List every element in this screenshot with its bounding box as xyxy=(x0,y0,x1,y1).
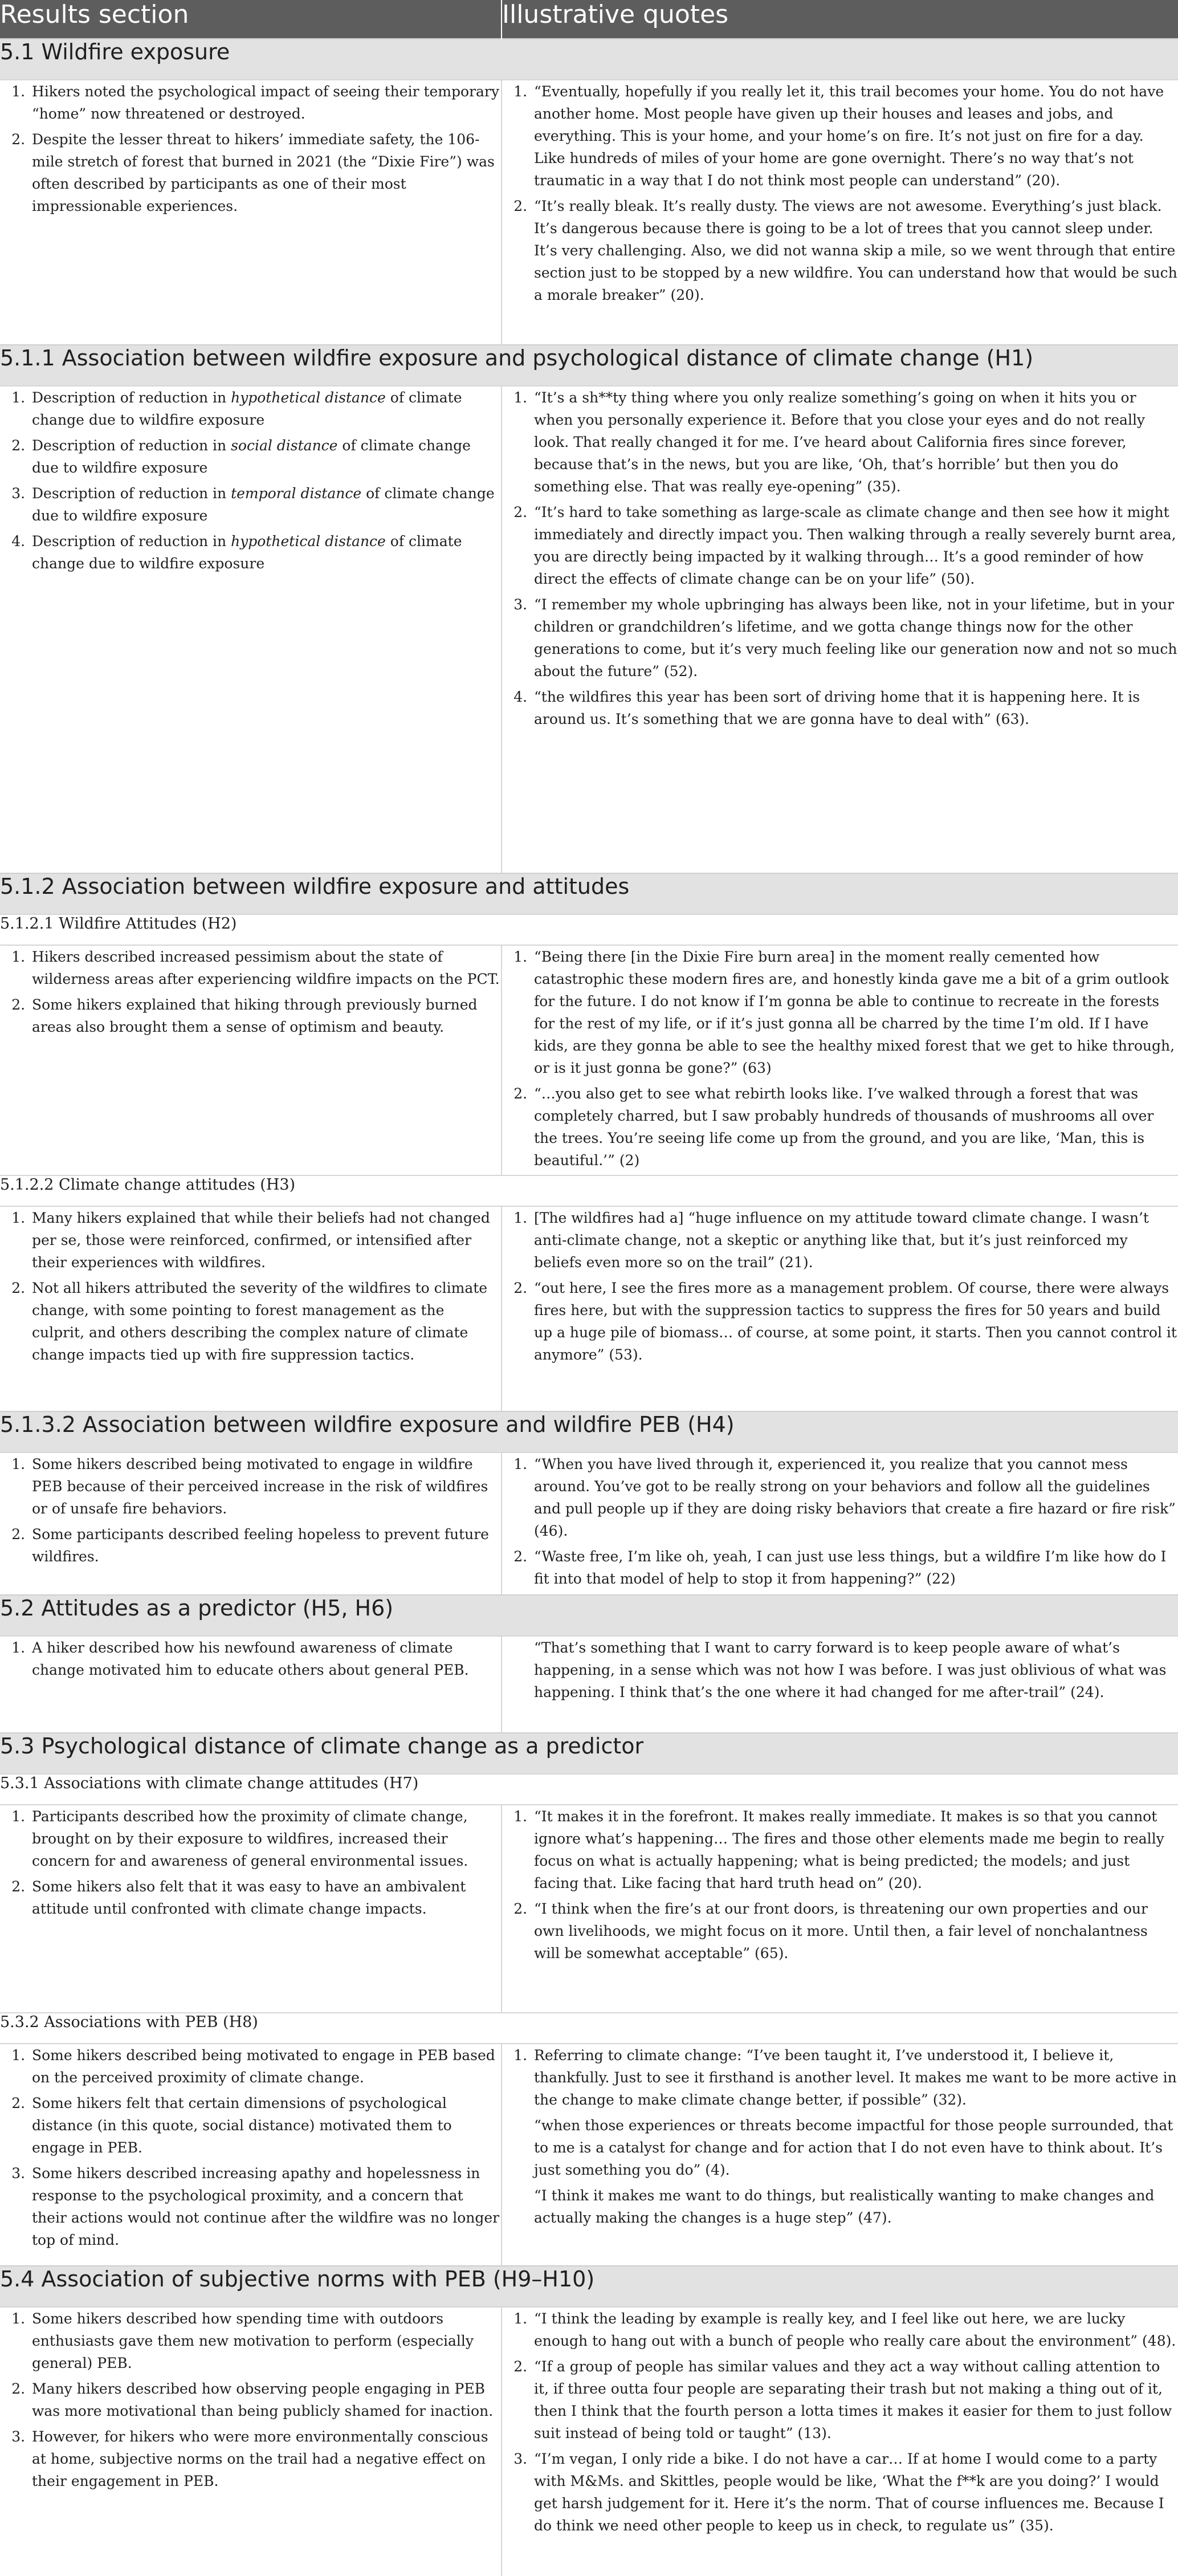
results-list xyxy=(0,1207,501,1366)
results-list xyxy=(0,1637,501,1681)
results-cell xyxy=(0,1206,502,1411)
table-header-row xyxy=(0,0,1178,39)
list-item: 1. Participants described how the proximity of climate change, brought on by their exposure to wildfires, increased their concern for and awareness of general environmental issues. xyxy=(30,1805,501,1872)
quotes-cell xyxy=(502,386,1178,873)
list-item: 2. Some participants described feeling hopeless to prevent future wildfires. xyxy=(30,1523,501,1568)
quote-item: 4. “the wildfires this year has been sort of driving home that it is happening here. It is around us. It’s something that we are gonna have to deal with” (63). xyxy=(532,686,1178,730)
section-row xyxy=(0,345,1178,386)
list-item xyxy=(30,434,501,479)
text-span: of climate change due to wildfire exposure xyxy=(32,533,462,572)
text-span: Description of reduction in xyxy=(32,437,231,454)
quote-item: 2. “If a group of people has similar values and they act a way without calling attention to it, if three outta four people are separating their trash but not making a thing out of it, then I think that the fourth person a lotta times it makes it easier for them to just follow suit instead of being told or taught” (13). xyxy=(532,2355,1178,2444)
subsection-title: 5.3.1 Associations with climate change attitudes (H7) xyxy=(0,1774,1178,1805)
header-results-section: Results section xyxy=(0,0,502,39)
results-cell xyxy=(0,2044,502,2266)
quote-text: “when those experiences or threats become impactful for those people surrounded, that to me is a catalyst for change and for action that I do not even have to think about. It’s just something you do” (4). xyxy=(534,2117,1173,2178)
quote-item: 3. “I remember my whole upbringing has always been like, not in your lifetime, but in your children or grandchildren’s lifetime, and we gotta change things now for the other generations to come, but it’s very much feeling like our generation now and not so much about the future” (52). xyxy=(532,593,1178,682)
quotes-list xyxy=(502,386,1178,730)
list-item: 1. Hikers noted the psychological impact of seeing their temporary “home” now threatened or destroyed. xyxy=(30,80,501,125)
text-span: Description of reduction in xyxy=(32,533,231,550)
section-row xyxy=(0,2266,1178,2307)
section-title: 5.1.2 Association between wildfire exposure and attitudes xyxy=(0,873,1178,914)
table-row xyxy=(0,945,1178,1175)
section-row xyxy=(0,873,1178,914)
quotes-list xyxy=(502,946,1178,1171)
subsection-title: 5.3.2 Associations with PEB (H8) xyxy=(0,2013,1178,2044)
quote-item: 1. “I think the leading by example is really key, and I feel like out here, we are lucky enough to hang out with a bunch of people who really care about the environment” (48). xyxy=(532,2308,1178,2352)
quotes-list xyxy=(502,2044,1178,2111)
subsection-title: 5.1.2.2 Climate change attitudes (H3) xyxy=(0,1175,1178,1206)
quote-item: 1. “It’s a sh**ty thing where you only realize something’s going on when it hits you or when you personally experience it. Before that you close your eyes and do not really look. That really changed it for me. I’ve heard about California fires since forever, because that’s in the news, but you are like, ‘Oh, that’s horrible’ but then you do something else. That was really eye-opening” (35). xyxy=(532,386,1178,498)
section-title: 5.3 Psychological distance of climate change as a predictor xyxy=(0,1733,1178,1774)
section-row xyxy=(0,39,1178,80)
text-span: of climate change due to wildfire exposure xyxy=(32,389,462,428)
list-item xyxy=(30,530,501,575)
section-title: 5.4 Association of subjective norms with PEB (H9–H10) xyxy=(0,2266,1178,2307)
text-span: of climate change due to wildfire exposure xyxy=(32,437,471,476)
text-span: Description of reduction in xyxy=(32,485,231,502)
list-item xyxy=(30,482,501,527)
emphasis: temporal distance xyxy=(231,485,362,502)
table-row xyxy=(0,80,1178,345)
results-cell xyxy=(0,1636,502,1733)
subsection-title: 5.1.2.1 Wildfire Attitudes (H2) xyxy=(0,914,1178,945)
results-cell xyxy=(0,945,502,1175)
emphasis: hypothetical distance xyxy=(231,533,386,550)
quote-item: 2. “I think when the fire’s at our front doors, is threatening our own properties and our own livelihoods, we might focus on it more. Until then, a fair level of nonchalantness will be somewhat acceptable” (65). xyxy=(532,1898,1178,1964)
table-row xyxy=(0,1452,1178,1595)
quote-item: 1. “When you have lived through it, experienced it, you realize that you cannot mess around. You’ve got to be really strong on your behaviors and follow all the guidelines and pull people up if they are doing risky behaviors that create a fire hazard or fire risk” (46). xyxy=(532,1453,1178,1542)
table-row xyxy=(0,1805,1178,2013)
quote-item: 2. “It’s really bleak. It’s really dusty. The views are not awesome. Everything’s just black. It’s dangerous because there is going to be a lot of trees that you cannot sleep under. It’s very challenging. Also, we did not wanna skip a mile, so we went through that entire section just to be stopped by a new wildfire. You can understand how that would be such a morale breaker” (20). xyxy=(532,195,1178,306)
results-list xyxy=(0,1453,501,1568)
quote-item: 1. “Being there [in the Dixie Fire burn area] in the moment really cemented how catastrophic these modern fires are, and honestly kinda gave me a bit of a grim outlook for the future. I do not know if I’m gonna be able to continue to recreate in the forests for the rest of my life, or if it’s just gonna all be charred by the time I’m old. If I have kids, are they gonna be able to see the healthy mixed forest that we get to hike through, or is it just gonna be gone?” (63) xyxy=(532,946,1178,1079)
quotes-list xyxy=(502,1805,1178,1964)
quote-text: “I think it makes me want to do things, but realistically wanting to make changes and actually making the changes is a huge step” (47). xyxy=(534,2187,1155,2226)
quotes-cell xyxy=(502,80,1178,345)
list-item: 2. Despite the lesser threat to hikers’ immediate safety, the 106-mile stretch of forest that burned in 2021 (the “Dixie Fire”) was often described by participants as one of their most impressionable experiences. xyxy=(30,128,501,217)
quote-item: 2. “It’s hard to take something as large-scale as climate change and then see how it might immediately and directly impact you. Then walking through a really severely burnt area, you are directly being impacted by it walking through… It’s a good reminder of how direct the effects of climate change can be on your life” (50). xyxy=(532,501,1178,590)
section-row xyxy=(0,1595,1178,1636)
list-item: 3. However, for hikers who were more environmentally conscious at home, subjective norms on the trail had a negative effect on their engagement in PEB. xyxy=(30,2426,501,2492)
quotes-cell xyxy=(502,1805,1178,2013)
quotes-cell xyxy=(502,2044,1178,2266)
list-item: 2. Some hikers felt that certain dimensions of psychological distance (in this quote, social distance) motivated them to engage in PEB. xyxy=(30,2092,501,2159)
table-row xyxy=(0,2044,1178,2266)
quotes-cell xyxy=(502,1452,1178,1595)
subsection-row xyxy=(0,2013,1178,2044)
table-row xyxy=(0,386,1178,873)
results-cell xyxy=(0,386,502,873)
quotes-list xyxy=(502,2308,1178,2537)
quote-item: 1. “Eventually, hopefully if you really let it, this trail becomes your home. You do not have another home. Most people have given up their houses and leases and jobs, and everything. This is your home, and your home’s on fire. It’s not just on fire for a day. Like hundreds of miles of your home are gone overnight. There’s no way that’s not traumatic in a way that I do not think most people can understand” (20). xyxy=(532,80,1178,192)
quote-item: 1. [The wildfires had a] “huge influence on my attitude toward climate change. I wasn’t anti-climate change, not a skeptic or anything like that, but it’s just reinforced my beliefs even more so on the trail” (21). xyxy=(532,1207,1178,1273)
table-row xyxy=(0,2307,1178,2576)
subsection-row xyxy=(0,1175,1178,1206)
quote-item: 1. Referring to climate change: “I’ve been taught it, I’ve understood it, I believe it, thankfully. Just to see it firsthand is another level. It makes me want to be more active in the change to make climate change better, if possible” (32). xyxy=(532,2044,1178,2111)
quote-item: 1. “It makes it in the forefront. It makes really immediate. It makes is so that you cannot ignore what’s happening… The fires and those other elements made me begin to really focus on what is actually happening; what is being predicted; the models; and just facing that. Like facing that hard truth head on” (20). xyxy=(532,1805,1178,1894)
list-item xyxy=(30,386,501,431)
quotes-cell xyxy=(502,1206,1178,1411)
results-list xyxy=(0,946,501,1038)
section-title: 5.1.1 Association between wildfire exposure and psychological distance of climate change (H1) xyxy=(0,345,1178,386)
list-item: 1. A hiker described how his newfound awareness of climate change motivated him to educate others about general PEB. xyxy=(30,1637,501,1681)
quote-item: 2. “out here, I see the fires more as a management problem. Of course, there were always fires here, but with the suppression tactics to suppress the fires for 50 years and build up a huge pile of biomass… of course, at some point, it starts. Then you cannot control it anymore” (53). xyxy=(532,1277,1178,1366)
section-row xyxy=(0,1411,1178,1452)
emphasis: social distance xyxy=(231,437,338,454)
list-item: 2. Some hikers also felt that it was easy to have an ambivalent attitude until confronted with climate change impacts. xyxy=(30,1875,501,1920)
text-span: Description of reduction in xyxy=(32,389,231,406)
section-title: 5.1.3.2 Association between wildfire exposure and wildfire PEB (H4) xyxy=(0,1411,1178,1452)
list-item: 1. Many hikers explained that while their beliefs had not changed per se, those were reinforced, confirmed, or intensified after their experiences with wildfires. xyxy=(30,1207,501,1273)
results-list xyxy=(0,80,501,217)
list-item: 1. Hikers described increased pessimism about the state of wilderness areas after experiencing wildfire impacts on the PCT. xyxy=(30,946,501,990)
table-row xyxy=(0,1206,1178,1411)
quotes-list xyxy=(502,1207,1178,1366)
quotes-list xyxy=(502,1453,1178,1590)
quotes-list xyxy=(502,80,1178,306)
section-title: 5.1 Wildfire exposure xyxy=(0,39,1178,80)
results-cell xyxy=(0,2307,502,2576)
quote-text: “That’s something that I want to carry forward is to keep people aware of what’s happening, in a sense which was not how I was before. I was just oblivious of what was happening. I think that’s the one where it had changed for me after-trail” (24). xyxy=(534,1639,1167,1700)
results-cell xyxy=(0,80,502,345)
quotes-cell xyxy=(502,1636,1178,1733)
list-item: 3. Some hikers described increasing apathy and hopelessness in response to the psychological proximity, and a concern that their actions would not continue after the wildfire was no longer top of mind. xyxy=(30,2162,501,2251)
section-row xyxy=(0,1733,1178,1774)
results-list xyxy=(0,2044,501,2251)
list-item: 1. Some hikers described being motivated to engage in PEB based on the perceived proximity of climate change. xyxy=(30,2044,501,2089)
results-cell xyxy=(0,1452,502,1595)
emphasis: hypothetical distance xyxy=(231,389,386,406)
quotes-cell xyxy=(502,945,1178,1175)
list-item: 1. Some hikers described being motivated to engage in wildfire PEB because of their perceived increase in the risk of wildfires or of unsafe fire behaviors. xyxy=(30,1453,501,1520)
list-item: 2. Not all hikers attributed the severity of the wildfires to climate change, with some pointing to forest management as the culprit, and others describing the complex nature of climate change impacts tied up with fire suppression tactics. xyxy=(30,1277,501,1366)
table-row xyxy=(0,1636,1178,1733)
subsection-row xyxy=(0,914,1178,945)
quotes-cell xyxy=(502,2307,1178,2576)
list-item: 2. Some hikers explained that hiking through previously burned areas also brought them a sense of optimism and beauty. xyxy=(30,994,501,1038)
list-item: 2. Many hikers described how observing people engaging in PEB was more motivational than being publicly shamed for inaction. xyxy=(30,2378,501,2422)
results-list xyxy=(0,1805,501,1920)
section-title: 5.2 Attitudes as a predictor (H5, H6) xyxy=(0,1595,1178,1636)
header-illustrative-quotes: Illustrative quotes xyxy=(502,0,1178,39)
quote-item: 2. “Waste free, I’m like oh, yeah, I can just use less things, but a wildfire I’m like how do I fit into that model of help to stop it from happening?” (22) xyxy=(532,1545,1178,1590)
results-list xyxy=(0,386,501,575)
subsection-row xyxy=(0,1774,1178,1805)
results-list xyxy=(0,2308,501,2492)
quote-item: 3. “I’m vegan, I only ride a bike. I do not have a car… If at home I would come to a party with M&Ms. and Skittles, people would be like, ‘What the f**k are you doing?’ I would get harsh judgement for it. Here it’s the norm. That of course influences me. Because I do think we need other people to keep us in check, to regulate us” (35). xyxy=(532,2448,1178,2537)
text-span: of climate change due to wildfire exposure xyxy=(32,485,495,524)
quote-item: 2. “…you also get to see what rebirth looks like. I’ve walked through a forest that was completely charred, but I saw probably hundreds of thousands of mushrooms all over the trees. You’re seeing life come up from the ground, and you are like, ‘Man, this is beautiful.’” (2) xyxy=(532,1083,1178,1171)
list-item: 1. Some hikers described how spending time with outdoors enthusiasts gave them new motivation to perform (especially general) PEB. xyxy=(30,2308,501,2374)
results-cell xyxy=(0,1805,502,2013)
